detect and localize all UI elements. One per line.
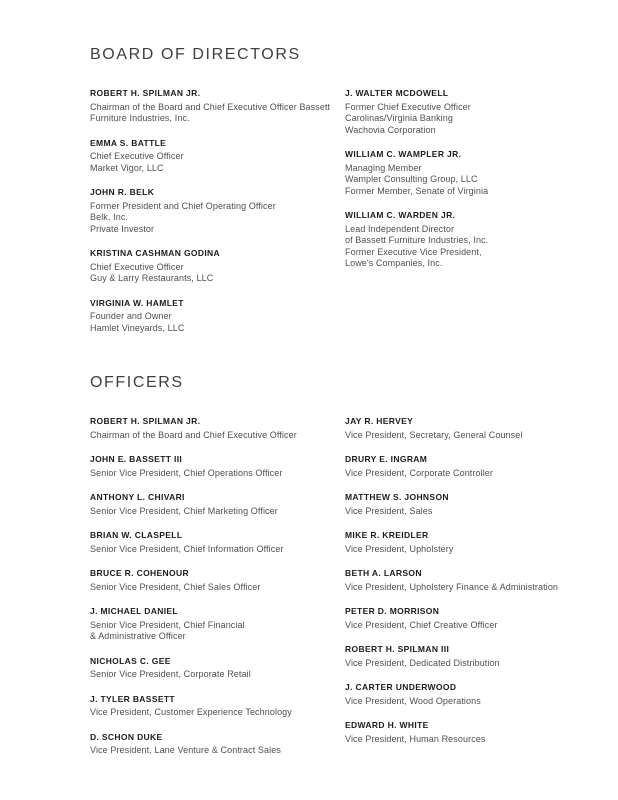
person-title-line: Vice President, Wood Operations bbox=[345, 695, 481, 706]
person-title-line: Vice President, Sales bbox=[345, 505, 433, 516]
person-entry bbox=[345, 568, 568, 593]
person-entry bbox=[345, 530, 568, 555]
person-name: ROBERT H. SPILMAN JR. bbox=[90, 416, 201, 426]
person-entry bbox=[90, 568, 345, 593]
person-title-line: Vice President, Upholstery Finance & Administration bbox=[345, 581, 559, 592]
person-title-line: Senior Vice President, Chief Financial bbox=[90, 619, 245, 630]
person-title-line: Hamlet Vineyards, LLC bbox=[90, 322, 185, 333]
person-title-line: Vice President, Customer Experience Technology bbox=[90, 707, 292, 717]
person-title-line: Chairman of the Board and Chief Executive Officer bbox=[90, 429, 297, 440]
person-title-line: Founder and Owner bbox=[90, 311, 172, 321]
person-entry bbox=[90, 88, 345, 125]
person-name: ROBERT H. SPILMAN JR. bbox=[90, 88, 201, 98]
person-entry bbox=[90, 138, 345, 175]
person-title-line: Managing Member bbox=[345, 162, 422, 173]
person-title-line: Senior Vice President, Chief Sales Officer bbox=[90, 581, 261, 592]
person-name: ANTHONY L. CHIVARI bbox=[90, 492, 185, 502]
board-of-directors-section bbox=[90, 45, 568, 347]
person-entry bbox=[90, 656, 345, 681]
person-entry bbox=[90, 492, 345, 517]
person-name: J. TYLER BASSETT bbox=[90, 693, 175, 704]
person-title-line: Wachovia Corporation bbox=[345, 124, 436, 135]
person-entry bbox=[345, 720, 568, 745]
person-title-line: Chief Executive Officer bbox=[90, 261, 184, 272]
person-title-line: Market Vigor, LLC bbox=[90, 162, 164, 173]
person-entry bbox=[345, 454, 568, 479]
person-name: ROBERT H. SPILMAN III bbox=[345, 644, 450, 654]
person-title-line: Belk, Inc. bbox=[90, 212, 129, 222]
person-name: BRUCE R. COHENOUR bbox=[90, 568, 189, 578]
person-name: NICHOLAS C. GEE bbox=[90, 655, 171, 666]
person-title-line: Guy & Larry Restaurants, LLC bbox=[90, 273, 214, 283]
person-entry bbox=[90, 454, 345, 479]
person-entry bbox=[345, 606, 568, 631]
person-entry bbox=[345, 682, 568, 707]
person-entry bbox=[90, 298, 345, 335]
person-title-line: of Bassett Furniture Industries, Inc. bbox=[345, 235, 489, 245]
person-entry bbox=[345, 88, 568, 136]
person-entry bbox=[345, 492, 568, 517]
person-title-line: & Administrative Officer bbox=[90, 631, 186, 641]
person-title-line: Vice President, Chief Creative Officer bbox=[345, 619, 498, 630]
person-title-line: Vice President, Lane Venture & Contract Sales bbox=[90, 745, 281, 755]
person-entry bbox=[345, 416, 568, 441]
person-title-line: Senior Vice President, Corporate Retail bbox=[90, 669, 251, 679]
person-name: DRURY E. INGRAM bbox=[345, 454, 428, 464]
officers-heading: OFFICERS bbox=[90, 374, 184, 391]
person-name: MIKE R. KREIDLER bbox=[345, 530, 429, 540]
officers-right-column bbox=[345, 416, 568, 758]
person-title-line: Carolinas/Virginia Banking bbox=[345, 113, 453, 123]
person-title-line: Former President and Chief Operating Officer bbox=[90, 200, 276, 211]
person-title-line: Furniture Industries, Inc. bbox=[90, 113, 190, 123]
person-name: EMMA S. BATTLE bbox=[90, 137, 167, 148]
person-title-line: Lowe's Companies, Inc. bbox=[345, 258, 443, 268]
person-name: JOHN E. BASSETT III bbox=[90, 454, 183, 464]
person-entry bbox=[90, 606, 345, 643]
person-title-line: Senior Vice President, Chief Marketing Officer bbox=[90, 505, 278, 516]
person-title-line: Former Executive Vice President, bbox=[345, 246, 482, 257]
person-title-line: Senior Vice President, Chief Operations Officer bbox=[90, 467, 283, 478]
person-entry bbox=[90, 694, 345, 719]
person-entry bbox=[90, 248, 345, 285]
person-name: PETER D. MORRISON bbox=[345, 606, 440, 616]
board-left-column bbox=[90, 88, 345, 347]
person-title-line: Former Member, Senate of Virginia bbox=[345, 185, 489, 196]
person-entry bbox=[90, 530, 345, 555]
officers-columns bbox=[90, 416, 568, 770]
person-name: J. CARTER UNDERWOOD bbox=[345, 682, 457, 692]
person-name: VIRGINIA W. HAMLET bbox=[90, 297, 184, 308]
officers-left-column bbox=[90, 416, 345, 770]
person-entry bbox=[90, 416, 345, 441]
person-title-line: Vice President, Upholstery bbox=[345, 543, 454, 554]
person-name: WILLIAM C. WARDEN JR. bbox=[345, 210, 456, 220]
board-of-directors-heading: BOARD OF DIRECTORS bbox=[90, 46, 301, 63]
person-title-line: Vice President, Secretary, General Counsel bbox=[345, 429, 523, 440]
person-entry bbox=[90, 187, 345, 235]
person-title-line: Chief Executive Officer bbox=[90, 151, 184, 161]
person-title-line: Senior Vice President, Chief Information Officer bbox=[90, 543, 284, 554]
person-title-line: Vice President, Corporate Controller bbox=[345, 467, 494, 478]
person-name: J. MICHAEL DANIEL bbox=[90, 606, 178, 616]
person-name: MATTHEW S. JOHNSON bbox=[345, 492, 449, 502]
person-name: EDWARD H. WHITE bbox=[345, 720, 429, 730]
person-title-line: Vice President, Human Resources bbox=[345, 733, 486, 744]
person-name: WILLIAM C. WAMPLER JR. bbox=[345, 149, 462, 159]
person-name: JAY R. HERVEY bbox=[345, 416, 414, 426]
person-name: KRISTINA CASHMAN GODINA bbox=[90, 248, 221, 258]
person-title-line: Lead Independent Director bbox=[345, 223, 455, 234]
person-name: BRIAN W. CLASPELL bbox=[90, 530, 183, 540]
person-title-line: Chairman of the Board and Chief Executive Officer Bassett bbox=[90, 101, 331, 112]
person-name: J. WALTER MCDOWELL bbox=[345, 88, 449, 98]
person-entry bbox=[90, 732, 345, 757]
person-entry bbox=[345, 210, 568, 270]
person-title-line: Wampler Consulting Group, LLC bbox=[345, 174, 478, 184]
person-entry bbox=[345, 149, 568, 197]
officers-section bbox=[90, 373, 568, 770]
person-name: JOHN R. BELK bbox=[90, 187, 155, 197]
person-title-line: Private Investor bbox=[90, 223, 155, 234]
person-entry bbox=[345, 644, 568, 669]
person-name: BETH A. LARSON bbox=[345, 568, 422, 578]
person-name: D. SCHON DUKE bbox=[90, 731, 163, 742]
person-title-line: Former Chief Executive Officer bbox=[345, 101, 471, 112]
person-title-line: Vice President, Dedicated Distribution bbox=[345, 657, 500, 668]
board-columns bbox=[90, 88, 568, 347]
board-right-column bbox=[345, 88, 568, 283]
